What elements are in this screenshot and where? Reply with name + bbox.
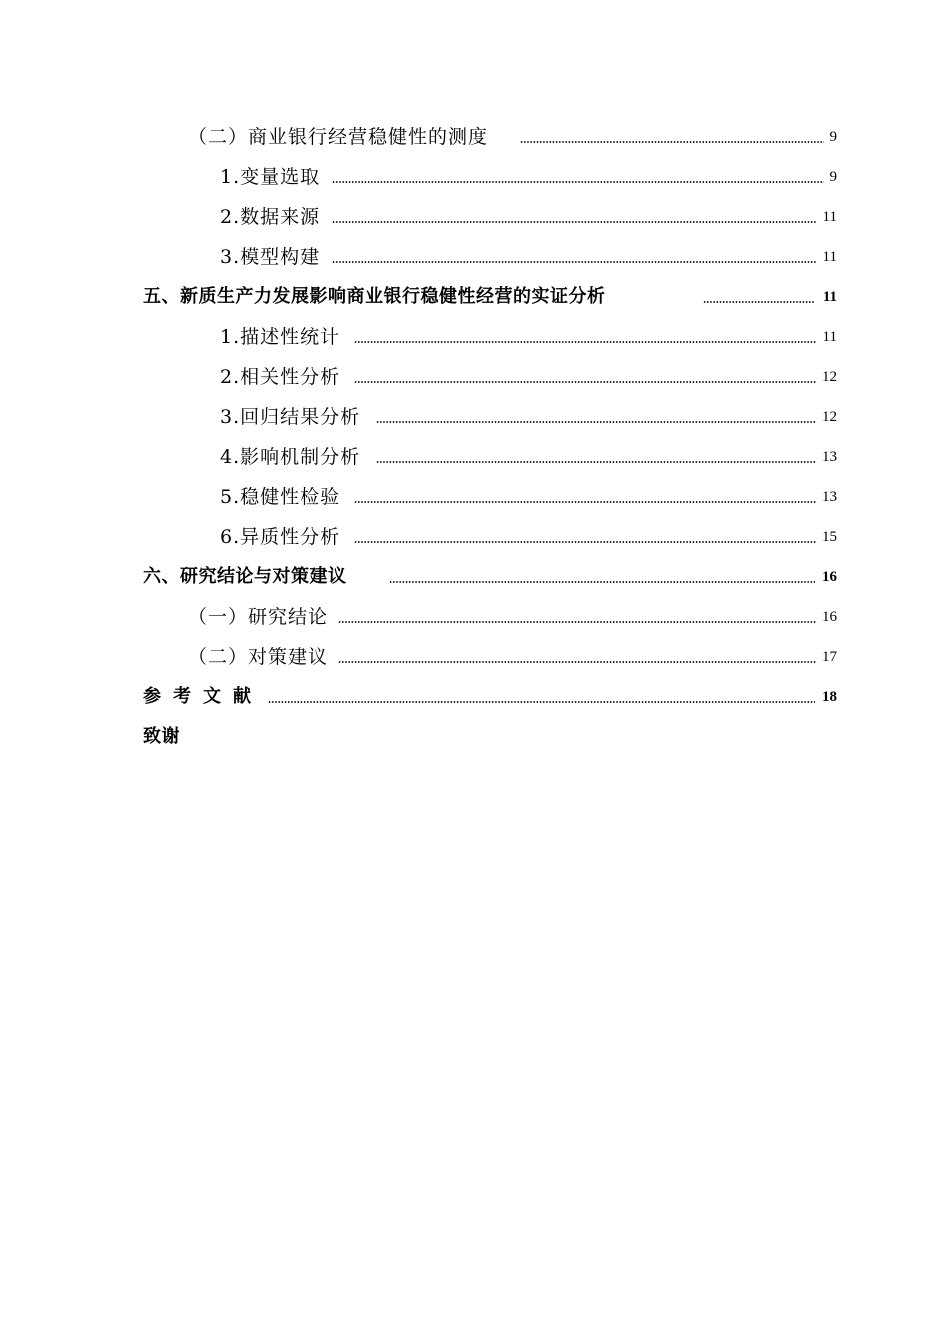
toc-entry[interactable] [0,517,950,557]
toc-entry-title: 六、研究结论与对策建议 [143,566,347,587]
dot-leader [376,421,816,423]
toc-entry-title: 参考文献 [143,686,263,707]
toc-entry-page: 15 [822,529,837,545]
toc-entry[interactable] [0,117,950,157]
toc-entry-title: 6.异质性分析 [220,526,341,548]
toc-entry-title: 1.变量选取 [220,166,321,188]
toc-entry-page: 12 [822,369,837,385]
toc-entry-page: 18 [822,689,837,705]
toc-entry[interactable] [0,597,950,637]
toc-entry[interactable] [0,677,950,717]
toc-entry-title: 2.数据来源 [220,206,321,228]
toc-entry[interactable] [0,437,950,477]
dot-leader [389,581,815,583]
toc-entry-page: 11 [822,289,837,305]
dot-leader [332,261,816,263]
toc-entry-page: 11 [822,209,837,225]
toc-entry-page: 9 [829,129,837,145]
toc-entry[interactable] [0,357,950,397]
toc-entry[interactable] [0,397,950,437]
toc-entry[interactable] [0,277,950,317]
toc-entry-title: 3.模型构建 [220,246,321,268]
dot-leader [332,221,816,223]
toc-entry[interactable] [0,637,950,677]
toc-entry-title: （一）研究结论 [188,606,329,628]
toc-entry-title: （二）对策建议 [188,646,329,668]
dot-leader [703,301,815,303]
dot-leader [338,661,816,663]
toc-entry-page: 16 [822,609,837,625]
toc-entry-title: 4.影响机制分析 [220,446,361,468]
toc-entry-page: 11 [822,249,837,265]
toc-entry[interactable] [0,477,950,517]
toc-entry-title: 致谢 [143,726,180,747]
toc-entry-title: 2.相关性分析 [220,366,341,388]
dot-leader [376,461,816,463]
toc-entry-page: 16 [822,569,837,585]
dot-leader [354,501,816,503]
toc-entry-page: 9 [829,169,837,185]
toc-entry-title: 五、新质生产力发展影响商业银行稳健性经营的实证分析 [143,286,606,307]
toc-entry[interactable] [0,157,950,197]
toc-entry[interactable] [0,197,950,237]
dot-leader [520,141,824,143]
dot-leader [268,701,815,703]
dot-leader [354,341,816,343]
dot-leader [338,621,816,623]
toc-entry[interactable] [0,237,950,277]
toc-entry-page: 13 [822,489,837,505]
toc-entry-title: （二）商业银行经营稳健性的测度 [188,126,489,148]
dot-leader [354,381,816,383]
toc-entry-title: 3.回归结果分析 [220,406,361,428]
dot-leader [332,181,824,183]
toc-entry-page: 11 [822,329,837,345]
toc-entry-page: 13 [822,449,837,465]
toc-entry-title: 5.稳健性检验 [220,486,341,508]
toc-entry-page: 17 [822,649,837,665]
toc-entry-title: 1.描述性统计 [220,326,341,348]
toc-entry-page: 12 [822,409,837,425]
dot-leader [354,541,816,543]
toc-entry[interactable] [0,557,950,597]
toc-entry[interactable] [0,717,950,757]
toc-entry[interactable] [0,317,950,357]
